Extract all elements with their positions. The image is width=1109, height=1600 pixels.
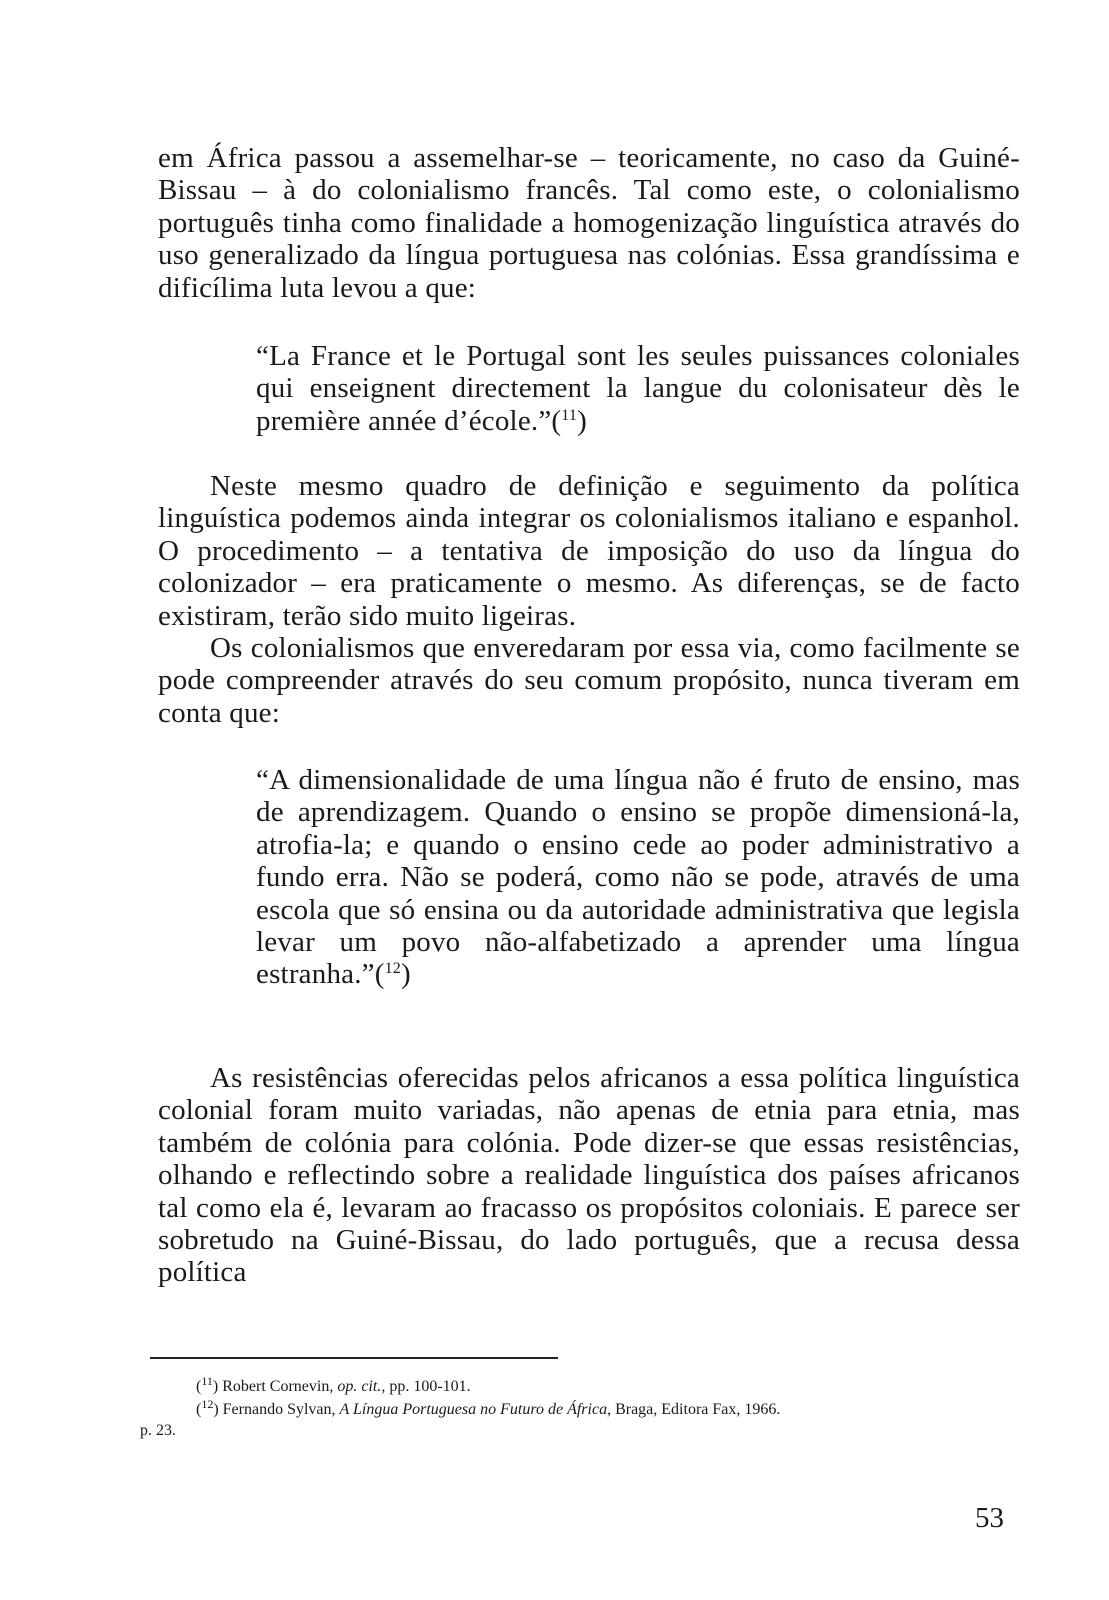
- footnote-12-text-after: , Braga, Editora Fax, 1966.: [607, 1401, 781, 1418]
- paragraph-4: [158, 1062, 1020, 1289]
- block-quote-1: [256, 340, 1020, 437]
- footnote-11-text-before: Robert Cornevin,: [222, 1378, 338, 1395]
- quote-1-ref-open: (: [551, 404, 562, 437]
- quote-1-ref-close: ): [577, 404, 587, 437]
- footnote-11-text-after: , pp. 100-101.: [381, 1378, 471, 1395]
- footnote-ref-11: 11: [561, 406, 578, 424]
- footnotes: [140, 1376, 1020, 1441]
- footnote-12-italic: A Língua Portuguesa no Futuro de África: [339, 1401, 608, 1418]
- quote-2-text: “A dimensionalidade de uma língua não é fruto de ensino, mas de aprendizagem. Quando o ensino se propõe dimensioná-la, atrofia-la; e quando o ensino cede ao poder administrativo a fundo erra. Não se poderá, como não se pode, através de uma escola que só ensina ou da autoridade administrativa que legisla levar um povo não-alfabetizado a aprender uma língua estranha.”: [256, 764, 1020, 991]
- footnote-12-text-before: Fernando Sylvan,: [222, 1401, 340, 1418]
- quote-1-text: “La France et le Portugal sont les seules puissances coloniales qui enseignent directement la langue du colonisateur dès le première année d’école.”: [256, 340, 1020, 437]
- paragraph-3-text: Os colonialismos que enveredaram por essa via, como facilmente se pode compreender através do seu comum propósito, nunca tiveram em conta que:: [158, 632, 1020, 729]
- paragraph-1-text: em África passou a assemelhar-se – teoricamente, no caso da Guiné-Bissau – à do colonialismo francês. Tal como este, o colonialismo português tinha como finalidade a homogenização linguística através do uso generalizado da língua portuguesa nas colónias. Essa grandíssima e dificílima luta levou a que:: [158, 142, 1020, 304]
- paragraph-2: [158, 470, 1020, 729]
- footnote-11-italic: op. cit.: [337, 1378, 382, 1395]
- quote-2-ref-open: (: [374, 958, 385, 991]
- footnote-divider: [150, 1357, 558, 1359]
- paragraph-1: [158, 142, 1020, 304]
- footnote-12: ($^{12}$) Fernando Sylvan, A Língua Portuguesa no Futuro de África, Braga, Editora Fax, 1966.: [196, 1397, 781, 1418]
- footnote-12-number: 12: [201, 1397, 214, 1411]
- page-number: 53: [975, 1502, 1004, 1534]
- paragraph-4-text: As resistências oferecidas pelos africanos a essa política linguística colonial foram muito variadas, não apenas de etnia para etnia, mas também de colónia para colónia. Pode dizer-se que essas resistências, olhando e reflectindo sobre a realidade linguística dos países africanos tal como ela é, levaram ao fracasso os propósitos coloniais. E parece ser sobretudo na Guiné-Bissau, do lado português, que a recusa dessa política: [158, 1062, 1020, 1289]
- footnote-11: ($^{11}$) Robert Cornevin, op. cit., pp. 100-101.: [196, 1374, 471, 1395]
- footnote-11-number: 11: [201, 1374, 213, 1388]
- block-quote-2: [256, 764, 1020, 991]
- quote-2-ref-close: ): [401, 958, 411, 991]
- footnote-ref-12: 12: [384, 960, 402, 978]
- footnote-12-continuation: p. 23.: [140, 1422, 176, 1439]
- paragraph-2-text: Neste mesmo quadro de definição e seguimento da política linguística podemos ainda integrar os colonialismos italiano e espanhol. O procedimento – a tentativa de imposição do uso da língua do colonizador – era praticamente o mesmo. As diferenças, se de facto existiram, terão sido muito ligeiras.: [158, 470, 1020, 632]
